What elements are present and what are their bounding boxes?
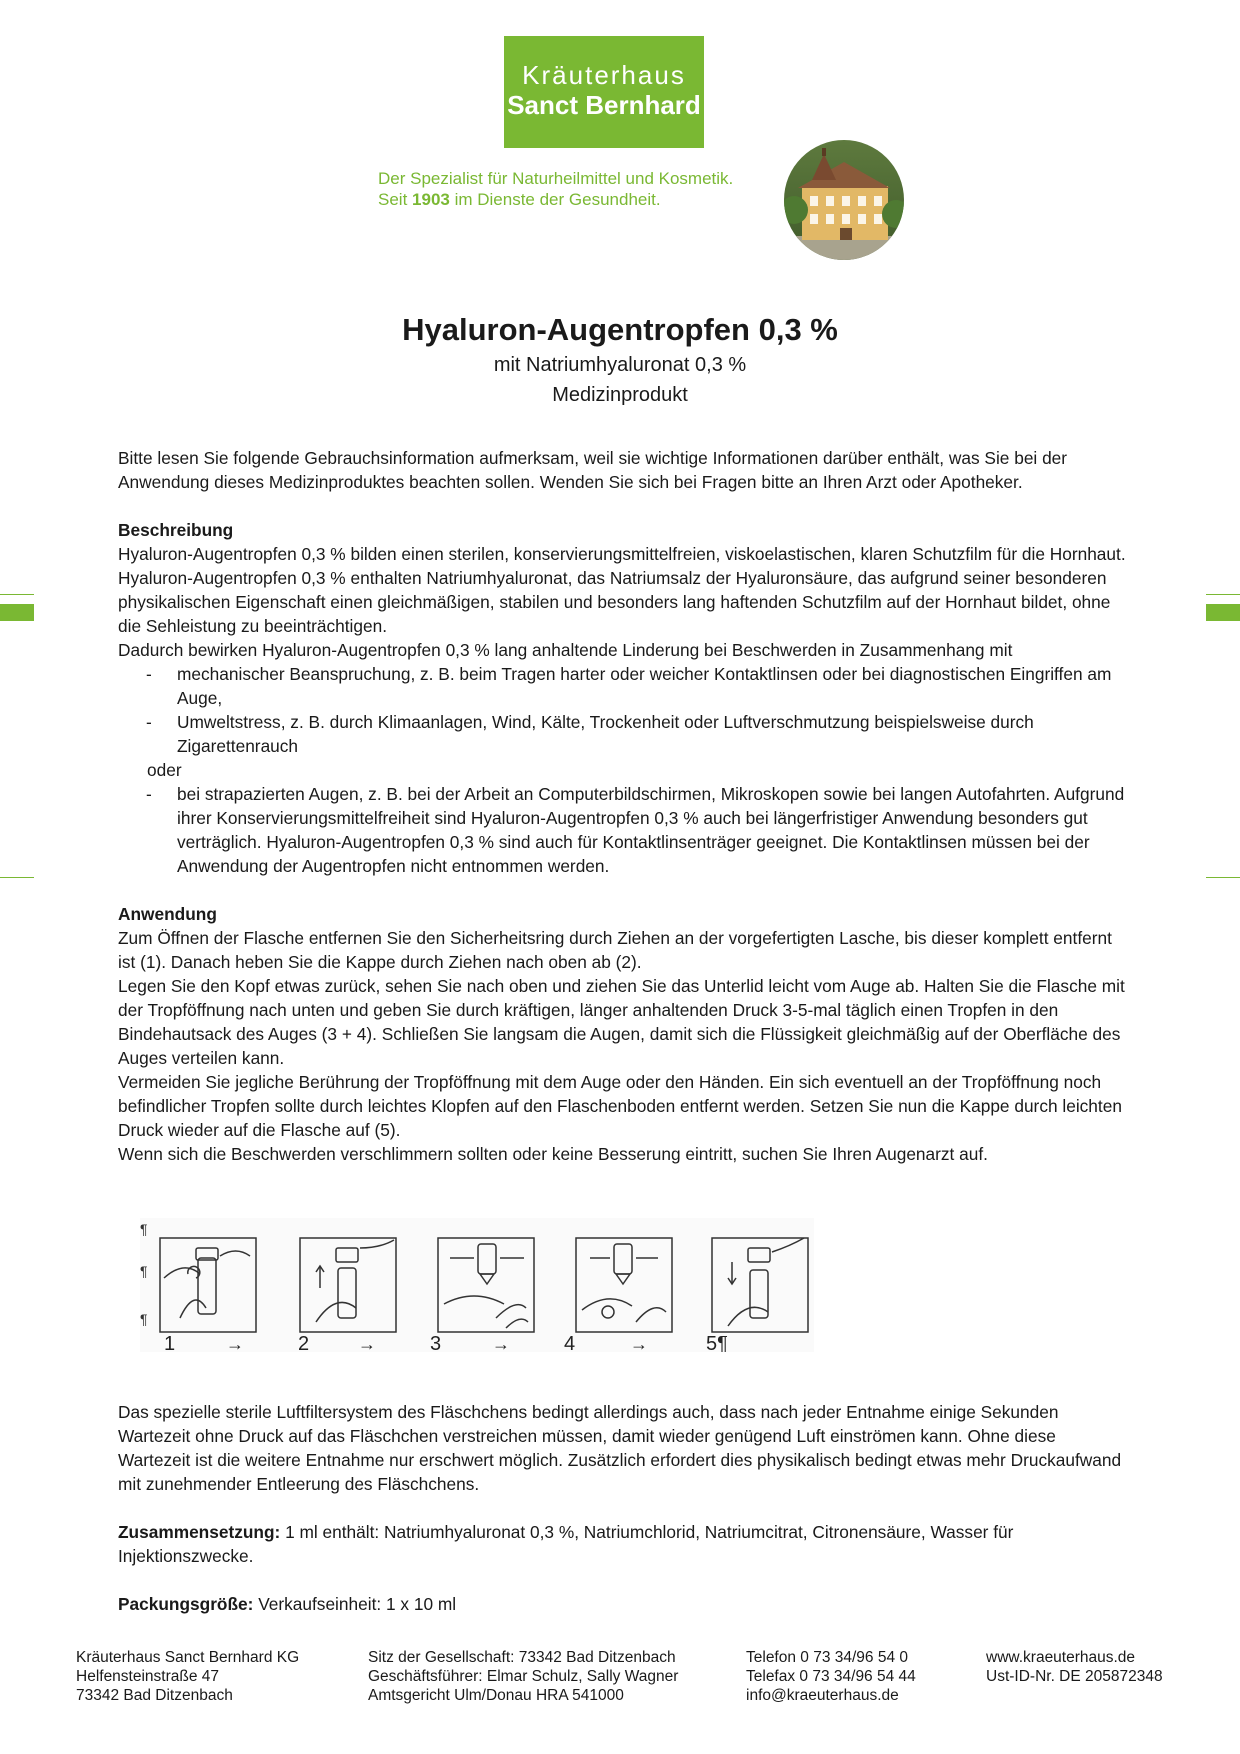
footer-text: Geschäftsführer: Elmar Schulz, Sally Wagner [368,1668,679,1685]
zusammensetzung-text: 1 ml enthält: Natriumhyaluronat 0,3 %, Natriumchlorid, Natriumcitrat, Citronensäure, Wasser für Injektionszwecke. [118,1522,1014,1566]
footer-website-link[interactable]: www.kraeuterhaus.de [986,1649,1136,1666]
anwendung-paragraph-1: Zum Öffnen der Flasche entfernen Sie den Sicherheitsring durch Ziehen an der vorgefertigten Lasche, bis dieser komplett entfernt ist (1). Danach heben Sie die Kappe durch Ziehen nach oben ab (2). [118,928,1112,972]
step-arrow-2: → [358,1334,376,1352]
step-number-3: 3 [430,1333,442,1352]
footer-email-link[interactable]: info@kraeuterhaus.de [746,1687,899,1704]
margin-line-right-top [1206,594,1240,595]
logo-line1: Kräuterhaus [522,60,686,90]
footer-text: Helfensteinstraße 47 [76,1668,220,1685]
beschreibung-paragraph-2: Dadurch bewirken Hyaluron-Augentropfen 0,3 % lang anhaltende Linderung bei Beschwerden in Zusammenhang mit [118,640,1013,660]
oder-text: oder [147,760,182,780]
step-panel-1 [160,1238,256,1332]
tagline [378,168,733,210]
pilcrow-1: ¶ [140,1221,148,1237]
title-block [0,310,1240,410]
anwendung-paragraph-3: Vermeiden Sie jegliche Berührung der Tropföffnung mit dem Auge oder den Händen. Ein sich eventuell an der Tropföffnung noch befindlicher Tropfen sollte durch leichtes Klopfen auf den Flaschenboden entfernt werden. Setzen Sie nun die Kappe durch leichten Druck wieder auf die Flasche auf (5). [118,1072,1122,1140]
footer-text: Amtsgericht Ulm/Donau HRA 541000 [368,1687,624,1704]
beschreibung-paragraph-1: Hyaluron-Augentropfen 0,3 % bilden einen sterilen, konservierungsmittelfreien, viskoelastischen, klaren Schutzfilm für die Hornhaut. Hyaluron-Augentropfen 0,3 % enthalten Natriumhyaluronat, das Natriumsalz der Hyaluronsäure, das aufgrund seiner besonderen physikalischen Eigenschaft einen gleichmäßigen, stabilen und besonders lang haftenden Schutzfilm auf der Hornhaut bildet, ohne die Sehleistung zu beeinträchtigen. [118,544,1126,636]
zusammensetzung-label: Zusammensetzung: [118,1522,281,1542]
intro-paragraph: Bitte lesen Sie folgende Gebrauchsinformation aufmerksam, weil sie wichtige Informationen darüber enthält, was Sie bei der Anwendung dieses Medizinproduktes beachten sollen. Wenden Sie sich bei Fragen bitte an Ihren Arzt oder Apotheker. [118,448,1068,492]
packungsgroesse [118,1592,1128,1616]
zusammensetzung [118,1520,1128,1568]
instruction-figure [140,1218,814,1352]
beschreibung-list-2 [118,782,1128,878]
list-item: - bei strapazierten Augen, z. B. bei der Arbeit an Computerbildschirmen, Mikroskopen sowie bei langen Autofahrten. Aufgrund ihrer Konservierungsmittelfreiheit sind Hyaluron-Augentropfen 0,3 % auch bei längerfristiger Anwendung besonders gut verträglich. Hyaluron-Augentropfen 0,3 % sind auch für Kontaktlinsenträger geeignet. Die Kontaktlinsen müssen bei der Anwendung der Augentropfen nicht entnommen werden. [118,782,1128,878]
subtitle-ingredient: mit Natriumhyaluronat 0,3 % [493,354,747,376]
step-panel-4 [576,1238,672,1332]
step-panel-2 [300,1238,396,1332]
packung-text: Verkaufseinheit: 1 x 10 ml [253,1594,457,1614]
lower-content [118,1400,1128,1616]
subtitle-category: Medizinprodukt [552,384,688,406]
anwendung-paragraph-2: Legen Sie den Kopf etwas zurück, sehen Sie nach oben und ziehen Sie das Unterlid leicht vom Auge ab. Halten Sie die Flasche mit der Tropföffnung nach unten und geben Sie durch kräftigen, länger anhaltenden Druck 3-5-mal täglich einen Tropfen in den Bindehautsack des Auges (3 + 4). Schließen Sie langsam die Augen, damit sich die Flüssigkeit gleichmäßig auf der Oberfläche des Auges verteilen kann. [118,976,1125,1068]
tagline-pre: Seit [378,190,413,209]
building-photo [784,140,904,260]
main-content [118,446,1128,1166]
footer-legal [368,1648,678,1705]
step-arrow-4: → [630,1334,648,1352]
fold-mark-right [1206,604,1240,621]
footer-text: Sitz der Gesellschaft: 73342 Bad Ditzenbach [368,1649,676,1666]
step-number-1: 1 [164,1333,176,1352]
list-item: - mechanischer Beanspruchung, z. B. beim Tragen harter oder weicher Kontaktlinsen oder bei diagnostischen Eingriffen am Auge, [118,662,1128,710]
tagline-line1: Der Spezialist für Naturheilmittel und Kosmetik. [378,169,734,188]
brand-logo [504,36,704,148]
footer-text: 73342 Bad Ditzenbach [76,1687,233,1704]
footer-contact [746,1648,916,1705]
luftfilter-paragraph: Das spezielle sterile Luftfiltersystem des Fläschchens bedingt allerdings auch, dass nach jeder Entnahme einige Sekunden Wartezeit ohne Druck auf das Fläschchen verstreichen müssen, damit wieder genügend Luft einströmen kann. Ohne diese Wartezeit ist die weitere Entnahme nur erschwert möglich. Zusätzlich erfordert dies physikalisch bedingt etwas mehr Druckaufwand mit zunehmender Entleerung des Fläschchens. [118,1402,1122,1494]
step-number-5: 5¶ [706,1333,728,1352]
page-title: Hyaluron-Augentropfen 0,3 % [402,312,838,347]
fold-mark-left [0,604,34,621]
footer-text: Kräuterhaus Sanct Bernhard KG [76,1649,300,1666]
logo-line2: Sanct Bernhard [507,90,701,120]
packung-label: Packungsgröße: [118,1594,254,1614]
footer-phone: Telefon 0 73 34/96 54 0 [746,1649,909,1666]
step-panel-3 [438,1238,534,1332]
footer-company [76,1648,299,1705]
footer-web [986,1648,1163,1686]
step-panel-5 [712,1238,808,1332]
tagline-year: 1903 [412,190,450,209]
step-arrow-3: → [492,1334,510,1352]
footer-vat-id: Ust-ID-Nr. DE 205872348 [986,1668,1163,1685]
margin-line-right-bottom [1206,877,1240,878]
anwendung-paragraph-4: Wenn sich die Beschwerden verschlimmern sollten oder keine Besserung eintritt, suchen Sie Ihren Augenarzt auf. [118,1144,988,1164]
step-arrow-1: → [226,1334,244,1352]
step-number-4: 4 [564,1333,576,1352]
margin-line-left-bottom [0,877,34,878]
heading-beschreibung: Beschreibung [118,520,234,540]
heading-anwendung: Anwendung [118,904,217,924]
beschreibung-list-1 [118,662,1128,758]
pilcrow-2: ¶ [140,1263,148,1279]
list-item: - Umweltstress, z. B. durch Klimaanlagen, Wind, Kälte, Trockenheit oder Luftverschmutzung beispielsweise durch Zigarettenrauch [118,710,1128,758]
footer-fax: Telefax 0 73 34/96 54 44 [746,1668,916,1685]
margin-line-left-top [0,594,34,595]
tagline-line2 [378,189,733,210]
step-number-2: 2 [298,1333,310,1352]
pilcrow-3: ¶ [140,1311,148,1327]
tagline-post: im Dienste der Gesundheit. [449,190,661,209]
